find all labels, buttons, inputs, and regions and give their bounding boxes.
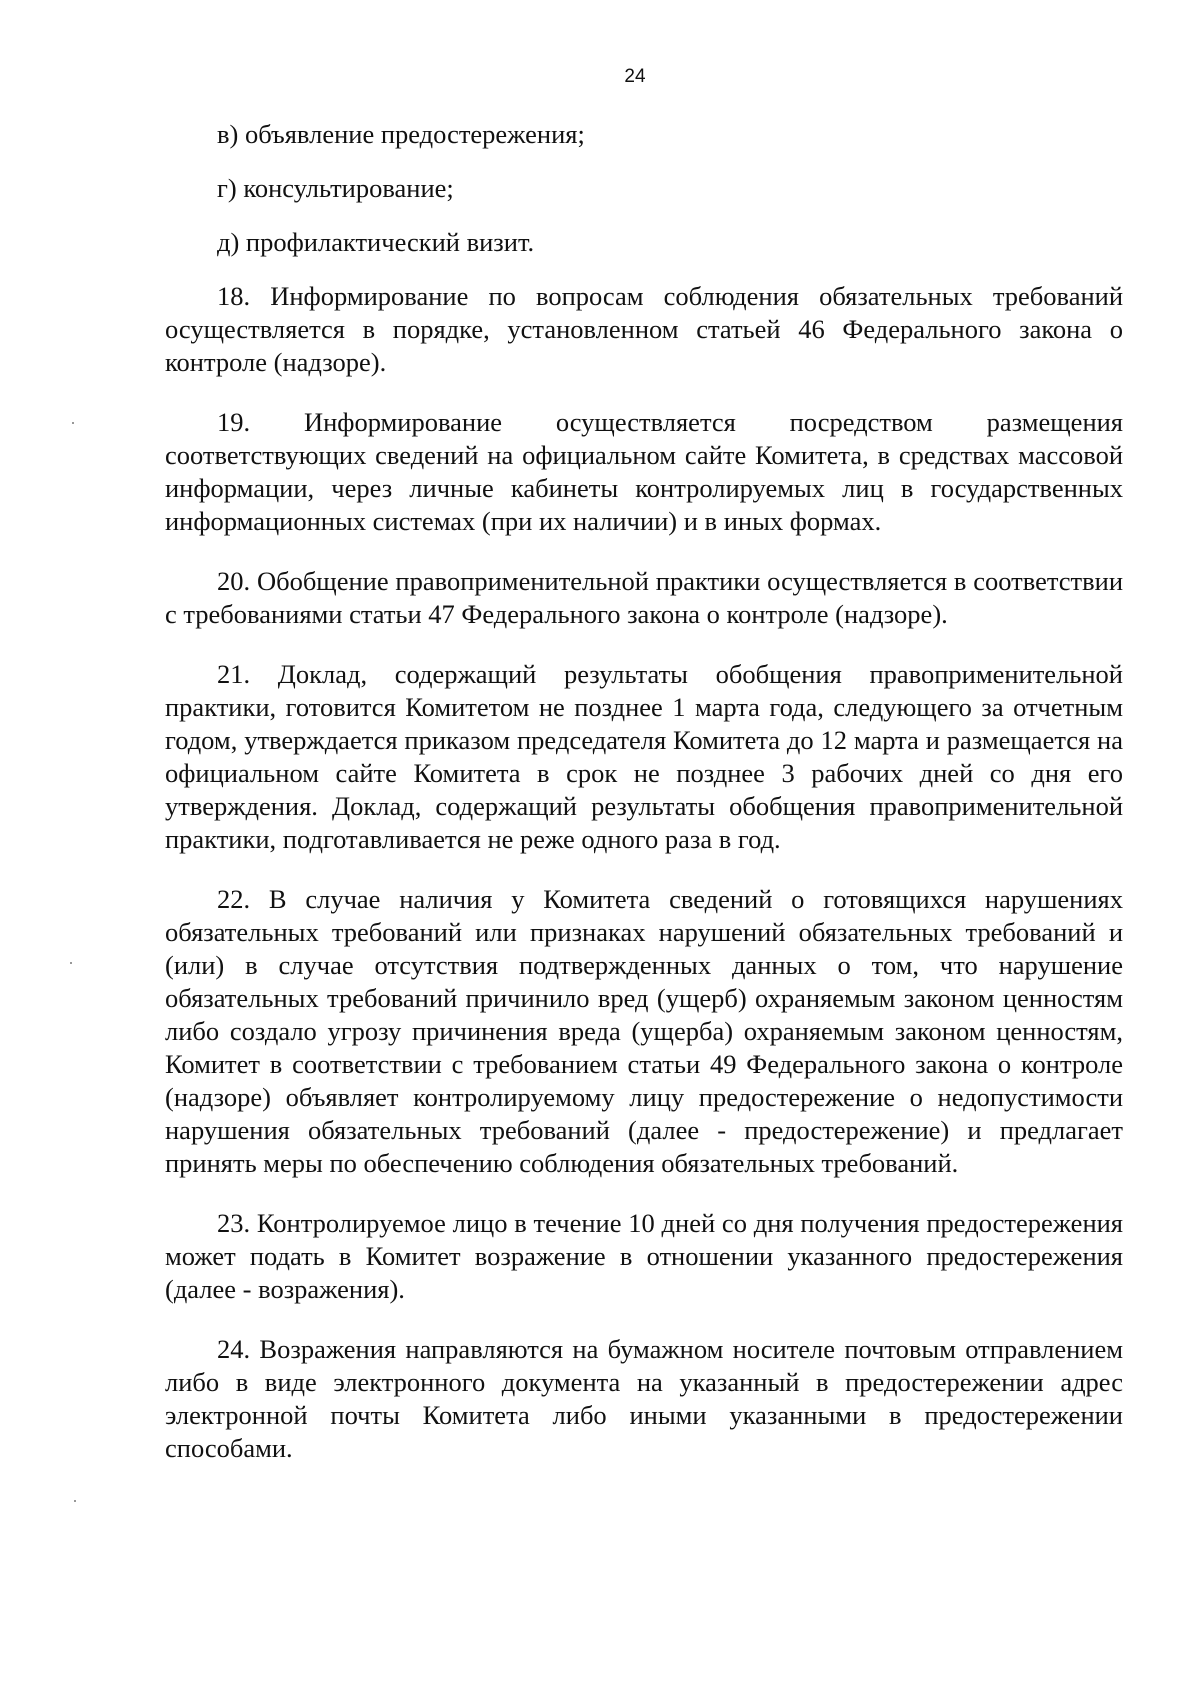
list-item-d: д) профилактический визит. [217, 227, 535, 257]
scan-speck [72, 422, 74, 424]
paragraph-20: 20. Обобщение правоприменительной практики осуществляется в соответствии с требованиями статьи 47 Федерального закона о контроле (надзоре). [165, 566, 1123, 629]
paragraph-21: 21. Доклад, содержащий результаты обобщения правоприменительной практики, готовится Комитетом не позднее 1 марта года, следующего за отчетным годом, утверждается приказом председателя Комитета до 12 марта и размещается на официальном сайте Комитета в срок не позднее 3 рабочих дней со дня его утверждения. Доклад, содержащий результаты обобщения правоприменительной практики, подготавливается не реже одного раза в год. [165, 659, 1123, 854]
paragraph-23: 23. Контролируемое лицо в течение 10 дней со дня получения предостережения может подать в Комитет возражение в отношении указанного предостережения (далее - возражения). [165, 1208, 1123, 1304]
paragraph-18: 18. Информирование по вопросам соблюдения обязательных требований осуществляется в порядке, установленном статьей 46 Федерального закона о контроле (надзоре). [165, 281, 1123, 377]
scan-speck [70, 962, 72, 964]
list-item-v: в) объявление предостережения; [217, 119, 585, 149]
paragraph-19: 19. Информирование осуществляется посредством размещения соответствующих сведений на официальном сайте Комитета, в средствах массовой информации, через личные кабинеты контролируемых лиц в государственных информационных системах (при их наличии) и в иных формах. [165, 407, 1123, 536]
paragraph-24: 24. Возражения направляются на бумажном носителе почтовым отправлением либо в виде электронного документа на указанный в предостережении адрес электронной почты Комитета либо иными указанными в предостережении способами. [165, 1334, 1123, 1463]
page-number: 24 [624, 66, 646, 87]
paragraph-22: 22. В случае наличия у Комитета сведений о готовящихся нарушениях обязательных требований или признаках нарушений обязательных требований и (или) в случае отсутствия подтвержденных данных о том, что нарушение обязательных требований причинило вред (ущерб) охраняемым законом ценностям либо создало угрозу причинения вреда (ущерба) охраняемым законом ценностям, Комитет в соответствии с требованием статьи 49 Федерального закона о контроле (надзоре) объявляет контролируемому лицу предостережение о недопустимости нарушения обязательных требований (далее - предостережение) и предлагает принять меры по обеспечению соблюдения обязательных требований. [165, 884, 1123, 1178]
scan-speck [74, 1500, 76, 1502]
document-body [165, 118, 1123, 1465]
list-item-g: г) консультирование; [217, 173, 454, 203]
